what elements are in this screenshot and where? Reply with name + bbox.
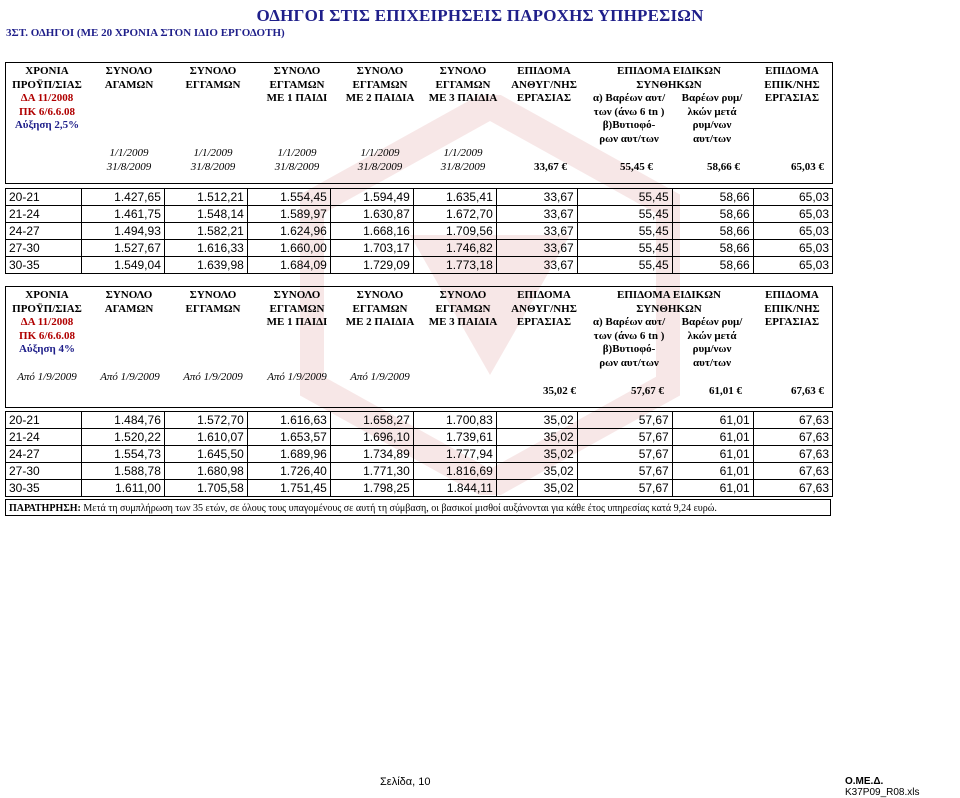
page-subtitle: 3ΣΤ. ΟΔΗΓΟΙ (ΜΕ 20 ΧΡΟΝΙΑ ΣΤΟΝ ΙΔΙΟ ΕΡΓΟΔΟΤΗ) bbox=[6, 27, 285, 39]
allowance-value: 67,63 € bbox=[791, 385, 824, 397]
value-cell: 1.594,49 bbox=[330, 189, 413, 206]
allowance-value: 57,67 € bbox=[631, 385, 664, 397]
value-cell: 55,45 bbox=[577, 189, 672, 206]
date-from: Από 1/9/2009 bbox=[17, 371, 77, 383]
value-cell: 35,02 bbox=[496, 446, 577, 463]
note-box bbox=[5, 499, 831, 516]
value-cell: 1.484,76 bbox=[81, 412, 164, 429]
table-row bbox=[6, 480, 833, 497]
value-cell: 1.709,56 bbox=[413, 223, 496, 240]
increase-label: Αύξηση 4% bbox=[18, 343, 76, 355]
header-tow-trucks: Βαρέων ρυμ/ λκών μετά ρυμ/νων αυτ/των bbox=[681, 92, 743, 145]
header-heavy-vehicles: α) Βαρέων αυτ/ των (άνω 6 tn ) β)Βυτιοφό- ρων αυτ/των bbox=[592, 316, 666, 369]
value-cell: 1.684,09 bbox=[247, 257, 330, 274]
value-cell: 1.461,75 bbox=[81, 206, 164, 223]
value-cell: 1.616,63 bbox=[247, 412, 330, 429]
header-tow-trucks: Βαρέων ρυμ/ λκών μετά ρυμ/νων αυτ/των bbox=[681, 316, 743, 369]
date-range: 1/1/2009 31/8/2009 bbox=[190, 147, 236, 173]
value-cell: 1.734,89 bbox=[330, 446, 413, 463]
value-cell: 57,67 bbox=[577, 429, 672, 446]
value-cell: 65,03 bbox=[753, 189, 832, 206]
header-married-2-children: ΣΥΝΟΛΟ ΕΓΓΑΜΩΝ ΜΕ 2 ΠΑΙΔΙΑ bbox=[345, 65, 415, 104]
value-cell: 58,66 bbox=[672, 223, 753, 240]
value-cell: 1.739,61 bbox=[413, 429, 496, 446]
value-cell: 1.680,98 bbox=[164, 463, 247, 480]
value-cell: 1.512,21 bbox=[164, 189, 247, 206]
value-cell: 1.668,16 bbox=[330, 223, 413, 240]
age-range-cell: 20-21 bbox=[6, 412, 82, 429]
value-cell: 55,45 bbox=[577, 206, 672, 223]
age-range-cell: 30-35 bbox=[6, 257, 82, 274]
page-number: Σελίδα, 10 bbox=[380, 776, 431, 788]
table-row bbox=[6, 463, 833, 480]
value-cell: 1.844,11 bbox=[413, 480, 496, 497]
table-row bbox=[6, 429, 833, 446]
value-cell: 1.689,96 bbox=[247, 446, 330, 463]
allowance-value: 61,01 € bbox=[709, 385, 742, 397]
value-cell: 1.672,70 bbox=[413, 206, 496, 223]
value-cell: 1.700,83 bbox=[413, 412, 496, 429]
value-cell: 1.582,21 bbox=[164, 223, 247, 240]
value-cell: 1.554,73 bbox=[81, 446, 164, 463]
age-range-cell: 24-27 bbox=[6, 446, 82, 463]
value-cell: 1.548,14 bbox=[164, 206, 247, 223]
value-cell: 61,01 bbox=[672, 463, 753, 480]
header-years: ΧΡΟΝΙΑ ΠΡΟΫΠ/ΣΙΑΣ ΔΑ 11/2008 ΠΚ 6/6.6.08 Αύξηση 2,5% bbox=[8, 65, 86, 133]
header-special-conditions: ΕΠΙΔΟΜΑ ΕΙΔΙΚΩΝ ΣΥΝΘΗΚΩΝ bbox=[617, 65, 721, 91]
value-cell: 1.635,41 bbox=[413, 189, 496, 206]
table-row bbox=[6, 206, 833, 223]
header-married-2-children: ΣΥΝΟΛΟ ΕΓΓΑΜΩΝ ΜΕ 2 ΠΑΙΔΙΑ bbox=[345, 289, 415, 328]
header-married-3-children: ΣΥΝΟΛΟ ΕΓΓΑΜΩΝ ΜΕ 3 ΠΑΙΔΙΑ bbox=[428, 289, 498, 328]
value-cell: 35,02 bbox=[496, 429, 577, 446]
value-cell: 1.777,94 bbox=[413, 446, 496, 463]
value-cell: 58,66 bbox=[672, 257, 753, 274]
value-cell: 1.773,18 bbox=[413, 257, 496, 274]
date-from: Από 1/9/2009 bbox=[267, 371, 327, 383]
ref-label-2: ΠΚ 6/6.6.08 bbox=[19, 329, 75, 342]
value-cell: 35,02 bbox=[496, 463, 577, 480]
value-cell: 65,03 bbox=[753, 223, 832, 240]
table-row bbox=[6, 223, 833, 240]
allowance-value: 58,66 € bbox=[707, 161, 740, 173]
age-range-cell: 20-21 bbox=[6, 189, 82, 206]
header-married-1-child: ΣΥΝΟΛΟ ΕΓΓΑΜΩΝ ΜΕ 1 ΠΑΙΔΙ bbox=[266, 289, 328, 328]
value-cell: 1.624,96 bbox=[247, 223, 330, 240]
value-cell: 1.520,22 bbox=[81, 429, 164, 446]
header-married-3-children: ΣΥΝΟΛΟ ΕΓΓΑΜΩΝ ΜΕ 3 ΠΑΙΔΙΑ bbox=[428, 65, 498, 104]
header-unhealthy-allowance: ΕΠΙΔΟΜΑ ΑΝΘΥΓ/ΝΗΣ ΕΡΓΑΣΙΑΣ bbox=[511, 289, 577, 328]
ref-label-1: ΔΑ 11/2008 bbox=[20, 316, 74, 328]
value-cell: 33,67 bbox=[496, 206, 577, 223]
value-cell: 1.639,98 bbox=[164, 257, 247, 274]
header-single: ΣΥΝΟΛΟ ΑΓΑΜΩΝ bbox=[104, 65, 154, 91]
value-cell: 1.658,27 bbox=[330, 412, 413, 429]
value-cell: 33,67 bbox=[496, 223, 577, 240]
allowance-value: 35,02 € bbox=[543, 385, 576, 397]
value-cell: 58,66 bbox=[672, 240, 753, 257]
value-cell: 33,67 bbox=[496, 240, 577, 257]
value-cell: 1.726,40 bbox=[247, 463, 330, 480]
value-cell: 55,45 bbox=[577, 257, 672, 274]
ref-label-1: ΔΑ 11/2008 bbox=[20, 92, 74, 104]
value-cell: 67,63 bbox=[753, 446, 832, 463]
allowance-value: 65,03 € bbox=[791, 161, 824, 173]
value-cell: 1.660,00 bbox=[247, 240, 330, 257]
header-special-conditions: ΕΠΙΔΟΜΑ ΕΙΔΙΚΩΝ ΣΥΝΘΗΚΩΝ bbox=[617, 289, 721, 315]
value-cell: 67,63 bbox=[753, 463, 832, 480]
age-range-cell: 27-30 bbox=[6, 240, 82, 257]
value-cell: 67,63 bbox=[753, 429, 832, 446]
value-cell: 55,45 bbox=[577, 240, 672, 257]
value-cell: 58,66 bbox=[672, 206, 753, 223]
file-org: Ο.ΜΕ.Δ. bbox=[845, 776, 884, 787]
allowance-value: 55,45 € bbox=[620, 161, 653, 173]
file-name: Κ37Ρ09_R08.xls bbox=[845, 787, 920, 798]
value-cell: 1.771,30 bbox=[330, 463, 413, 480]
file-label bbox=[845, 776, 960, 798]
value-cell: 58,66 bbox=[672, 189, 753, 206]
increase-label: Αύξηση 2,5% bbox=[14, 119, 80, 131]
value-cell: 1.611,00 bbox=[81, 480, 164, 497]
value-cell: 61,01 bbox=[672, 480, 753, 497]
value-cell: 57,67 bbox=[577, 412, 672, 429]
header-unhealthy-allowance: ΕΠΙΔΟΜΑ ΑΝΘΥΓ/ΝΗΣ ΕΡΓΑΣΙΑΣ bbox=[511, 65, 577, 104]
salary-table-2 bbox=[5, 411, 833, 497]
value-cell: 1.616,33 bbox=[164, 240, 247, 257]
age-range-cell: 24-27 bbox=[6, 223, 82, 240]
allowance-value: 33,67 € bbox=[534, 161, 567, 173]
table1-header bbox=[5, 62, 833, 184]
date-from: Από 1/9/2009 bbox=[100, 371, 160, 383]
header-single: ΣΥΝΟΛΟ ΑΓΑΜΩΝ bbox=[104, 289, 154, 315]
value-cell: 33,67 bbox=[496, 189, 577, 206]
table-row bbox=[6, 257, 833, 274]
value-cell: 1.630,87 bbox=[330, 206, 413, 223]
header-married: ΣΥΝΟΛΟ ΕΓΓΑΜΩΝ bbox=[185, 289, 241, 315]
header-years: ΧΡΟΝΙΑ ΠΡΟΫΠ/ΣΙΑΣ ΔΑ 11/2008 ΠΚ 6/6.6.08 Αύξηση 4% bbox=[8, 289, 86, 357]
value-cell: 61,01 bbox=[672, 429, 753, 446]
value-cell: 57,67 bbox=[577, 463, 672, 480]
value-cell: 1.645,50 bbox=[164, 446, 247, 463]
date-from: Από 1/9/2009 bbox=[183, 371, 243, 383]
age-range-cell: 27-30 bbox=[6, 463, 82, 480]
value-cell: 1.705,58 bbox=[164, 480, 247, 497]
table-row bbox=[6, 446, 833, 463]
header-hazard-allowance: ΕΠΙΔΟΜΑ ΕΠΙΚ/ΝΗΣ ΕΡΓΑΣΙΑΣ bbox=[764, 65, 820, 104]
value-cell: 57,67 bbox=[577, 446, 672, 463]
value-cell: 1.588,78 bbox=[81, 463, 164, 480]
value-cell: 1.653,57 bbox=[247, 429, 330, 446]
value-cell: 1.696,10 bbox=[330, 429, 413, 446]
value-cell: 67,63 bbox=[753, 480, 832, 497]
ref-label-2: ΠΚ 6/6.6.08 bbox=[19, 105, 75, 118]
value-cell: 33,67 bbox=[496, 257, 577, 274]
value-cell: 1.494,93 bbox=[81, 223, 164, 240]
value-cell: 61,01 bbox=[672, 412, 753, 429]
salary-table-1 bbox=[5, 188, 833, 274]
value-cell: 1.589,97 bbox=[247, 206, 330, 223]
value-cell: 65,03 bbox=[753, 257, 832, 274]
age-range-cell: 30-35 bbox=[6, 480, 82, 497]
table-row bbox=[6, 189, 833, 206]
header-married-1-child: ΣΥΝΟΛΟ ΕΓΓΑΜΩΝ ΜΕ 1 ΠΑΙΔΙ bbox=[266, 65, 328, 104]
note-text: Μετά τη συμπλήρωση των 35 ετών, σε όλους τους υπαγομένους σε αυτή τη σύμβαση, οι βασικοί μισθοί αυξάνονται για κάθε έτος υπηρεσίας κατά 9,24 ευρώ. bbox=[83, 503, 717, 514]
value-cell: 1.554,45 bbox=[247, 189, 330, 206]
header-married: ΣΥΝΟΛΟ ΕΓΓΑΜΩΝ bbox=[185, 65, 241, 91]
value-cell: 1.798,25 bbox=[330, 480, 413, 497]
page-title: ΟΔΗΓΟΙ ΣΤΙΣ ΕΠΙΧΕΙΡΗΣΕΙΣ ΠΑΡΟΧΗΣ ΥΠΗΡΕΣΙΩΝ bbox=[256, 6, 704, 25]
table2-header bbox=[5, 286, 833, 408]
value-cell: 1.427,65 bbox=[81, 189, 164, 206]
date-range: 1/1/2009 31/8/2009 bbox=[357, 147, 403, 173]
value-cell: 67,63 bbox=[753, 412, 832, 429]
value-cell: 1.746,82 bbox=[413, 240, 496, 257]
value-cell: 1.751,45 bbox=[247, 480, 330, 497]
value-cell: 1.816,69 bbox=[413, 463, 496, 480]
date-range: 1/1/2009 31/8/2009 bbox=[274, 147, 320, 173]
value-cell: 1.572,70 bbox=[164, 412, 247, 429]
note-label: ΠΑΡΑΤΗΡΗΣΗ: bbox=[9, 503, 81, 514]
value-cell: 1.610,07 bbox=[164, 429, 247, 446]
date-range: 1/1/2009 31/8/2009 bbox=[440, 147, 486, 173]
age-range-cell: 21-24 bbox=[6, 206, 82, 223]
date-from: Από 1/9/2009 bbox=[350, 371, 410, 383]
value-cell: 1.703,17 bbox=[330, 240, 413, 257]
value-cell: 1.549,04 bbox=[81, 257, 164, 274]
header-heavy-vehicles: α) Βαρέων αυτ/ των (άνω 6 tn ) β)Βυτιοφό- ρων αυτ/των bbox=[592, 92, 666, 145]
table-row bbox=[6, 412, 833, 429]
value-cell: 65,03 bbox=[753, 206, 832, 223]
value-cell: 61,01 bbox=[672, 446, 753, 463]
value-cell: 35,02 bbox=[496, 412, 577, 429]
value-cell: 57,67 bbox=[577, 480, 672, 497]
value-cell: 55,45 bbox=[577, 223, 672, 240]
value-cell: 1.729,09 bbox=[330, 257, 413, 274]
value-cell: 1.527,67 bbox=[81, 240, 164, 257]
date-range: 1/1/2009 31/8/2009 bbox=[106, 147, 152, 173]
header-hazard-allowance: ΕΠΙΔΟΜΑ ΕΠΙΚ/ΝΗΣ ΕΡΓΑΣΙΑΣ bbox=[764, 289, 820, 328]
value-cell: 65,03 bbox=[753, 240, 832, 257]
value-cell: 35,02 bbox=[496, 480, 577, 497]
age-range-cell: 21-24 bbox=[6, 429, 82, 446]
table-row bbox=[6, 240, 833, 257]
